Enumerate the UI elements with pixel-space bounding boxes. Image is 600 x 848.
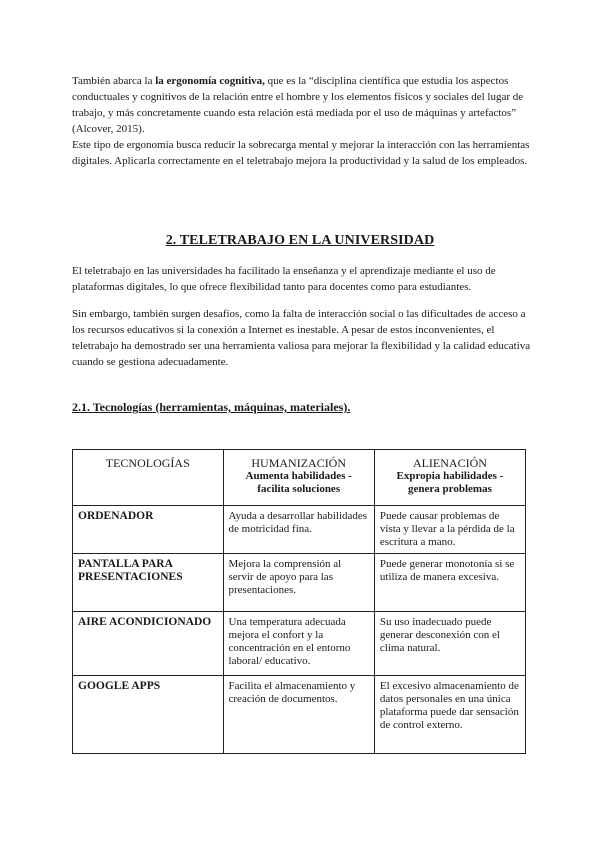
intro-p1-text-start: También abarca la — [72, 75, 156, 87]
header-humanization — [223, 450, 374, 506]
alienation-cell: El excesivo almacenamiento de datos personales en una única plataforma puede dar sensación de control externo. — [374, 676, 525, 754]
humanization-cell: Mejora la comprensión al servir de apoyo para las presentaciones. — [223, 554, 374, 612]
technology-name: PANTALLA PARA PRESENTACIONES — [73, 554, 224, 612]
technologies-table — [72, 449, 526, 754]
section-2-heading: 2. TELETRABAJO EN LA UNIVERSIDAD — [165, 233, 435, 248]
technology-name: AIRE ACONDICIONADO — [73, 612, 224, 676]
humanization-cell: Ayuda a desarrollar habilidades de motricidad fina. — [223, 506, 374, 554]
humanization-cell: Facilita el almacenamiento y creación de documentos. — [223, 676, 374, 754]
header-alienation — [374, 450, 525, 506]
intro-p1-text-end: que es la “disciplina científica que estudia los aspectos conductuales y cognitivos de la relación entre el hombre y los elementos físicos y sociales del lugar de trabajo, y más concretamente cuando esta relación está mediada por el uso de máquinas y artefactos” (Alcover, 2015). — [72, 75, 524, 135]
table-row — [73, 612, 526, 676]
table-row — [73, 676, 526, 754]
intro-paragraph-2: Este tipo de ergonomía busca reducir la sobrecarga mental y mejorar la interacción con las herramientas digitales. Aplicarla correctamente en el teletrabajo mejora la productividad y la salud de los empleados. — [72, 139, 530, 167]
table-row — [73, 554, 526, 612]
alienation-cell: Puede generar monotonía si se utiliza de manera excesiva. — [374, 554, 525, 612]
section-2-paragraph-2: Sin embargo, también surgen desafíos, como la falta de interacción social o las dificultades de acceso a los recursos educativos si la conexión a Internet es inestable. A pesar de estos inconvenientes, el teletrabajo ha demostrado ser una herramienta valiosa para mejorar la flexibilidad y la calidad educativa cuando se gestiona adecuadamente. — [72, 308, 531, 368]
table-row — [73, 506, 526, 554]
intro-paragraph-1 — [72, 73, 532, 137]
technology-name: GOOGLE APPS — [73, 676, 224, 754]
table-header-row — [73, 450, 526, 506]
header-technologies — [73, 450, 224, 506]
technology-name: ORDENADOR — [73, 506, 224, 554]
header-humanization-subtitle: Aumenta habilidades - facilita soluciones — [245, 470, 352, 495]
intro-p1-bold-term: la ergonomía cognitiva, — [155, 75, 265, 87]
section-2-paragraph-1: El teletrabajo en las universidades ha facilitado la enseñanza y el aprendizaje mediante el uso de plataformas digitales, lo que ofrece flexibilidad tanto para docentes como para estudiantes. — [72, 265, 496, 293]
header-alienation-subtitle: Expropia habilidades - genera problemas — [396, 470, 504, 495]
header-humanization-title: HUMANIZACIÓN — [251, 456, 347, 470]
header-technologies-title: TECNOLOGÍAS — [105, 456, 190, 470]
alienation-cell: Su uso inadecuado puede generar desconexión con el clima natural. — [374, 612, 525, 676]
humanization-cell: Una temperatura adecuada mejora el confort y la concentración en el entorno laboral/ educativo. — [223, 612, 374, 676]
section-2-1-heading: 2.1. Tecnologías (herramientas, máquinas, materiales). — [72, 400, 351, 414]
header-alienation-title: ALIENACIÓN — [412, 456, 487, 470]
alienation-cell: Puede causar problemas de vista y llevar a la pérdida de la escritura a mano. — [374, 506, 525, 554]
